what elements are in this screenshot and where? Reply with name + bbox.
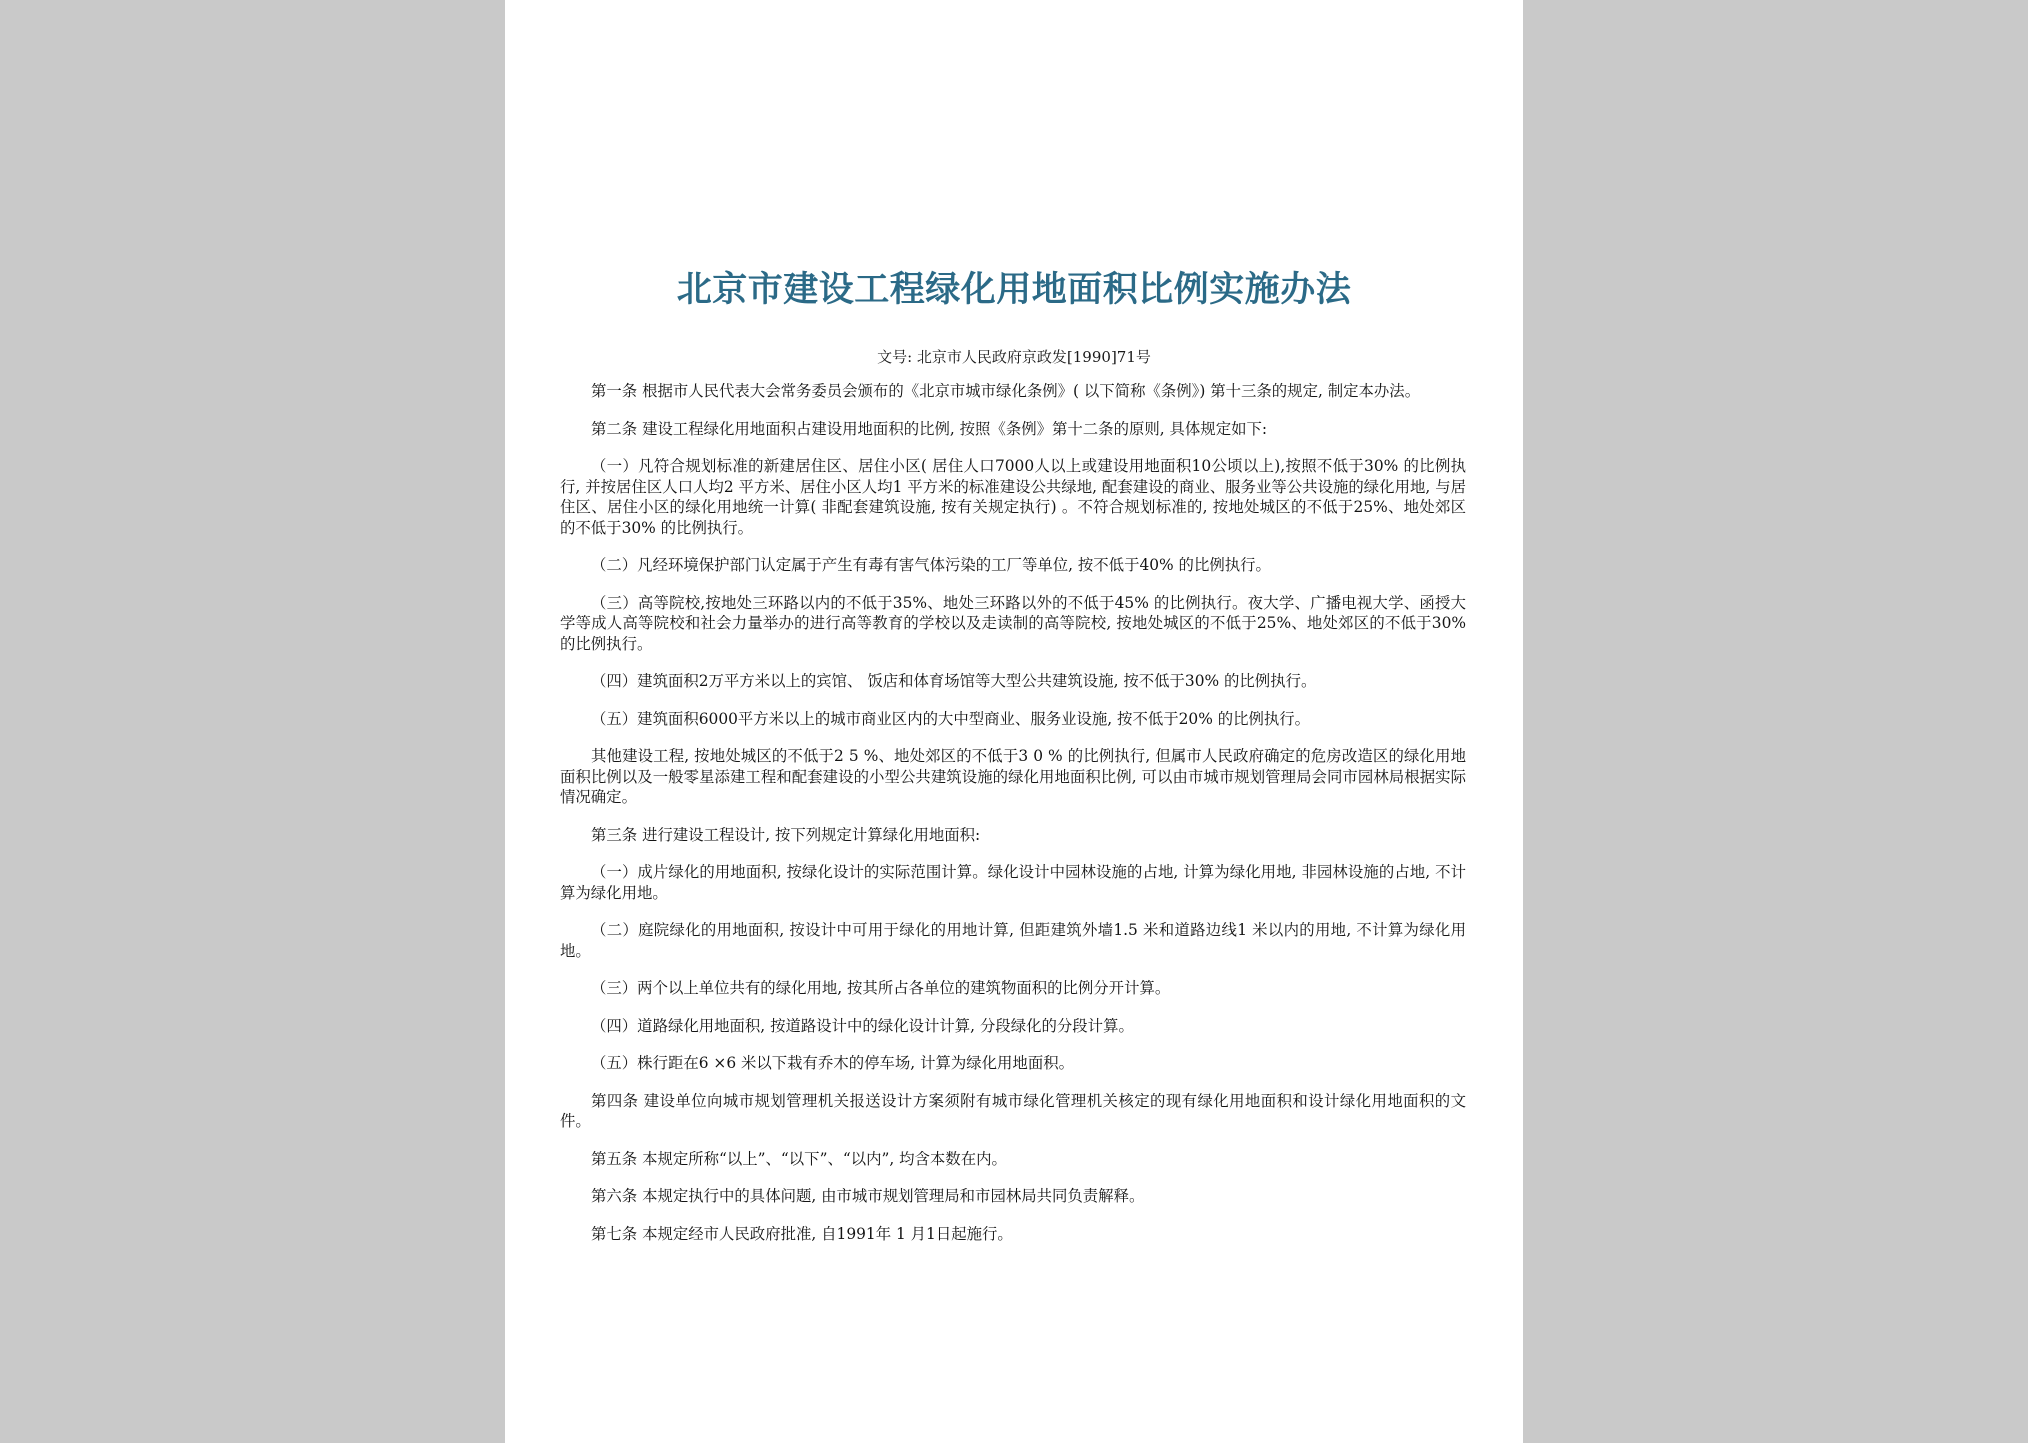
paragraph-article-2-item-4: （四）建筑面积2万平方米以上的宾馆、 饭店和体育场馆等大型公共建筑设施, 按不低于30% 的比例执行。 (591, 672, 1317, 690)
document-number: 文号: 北京市人民政府京政发[1990]71号 (877, 348, 1151, 366)
paragraph-article-2-item-5: （五）建筑面积6000平方米以上的城市商业区内的大中型商业、服务业设施, 按不低于20% 的比例执行。 (591, 709, 1311, 728)
paragraph-article-4: 第四条 建设单位向城市规划管理机关报送设计方案须附有城市绿化管理机关核定的现有绿化用地面积和设计绿化用地面积的文件。 (560, 1091, 1466, 1130)
paragraph-article-3-item-2: （二）庭院绿化的用地面积, 按设计中可用于绿化的用地计算, 但距建筑外墙1.5 米和道路边线1 米以内的用地, 不计算为绿化用地。 (560, 921, 1466, 960)
document-title: 北京市建设工程绿化用地面积比例实施办法 (676, 269, 1352, 310)
paragraph-article-2-item-3: （三）高等院校,按地处三环路以内的不低于35%、地处三环路以外的不低于45% 的比例执行。夜大学、广播电视大学、函授大学等成人高等院校和社会力量举办的进行高等教育的学校以及走读制的高等院校, 按地处城区的不低于25%、地处郊区的不低于30% 的比例执行。 (560, 593, 1466, 653)
paragraph-article-7: 第七条 本规定经市人民政府批准, 自1991年 1 月1日起施行。 (591, 1224, 1013, 1243)
paragraph-article-2: 第二条 建设工程绿化用地面积占建设用地面积的比例, 按照《条例》第十二条的原则, 具体规定如下: (591, 419, 1268, 438)
paragraph-article-6: 第六条 本规定执行中的具体问题, 由市城市规划管理局和市园林局共同负责解释。 (591, 1187, 1145, 1205)
paragraph-article-5: 第五条 本规定所称“以上”、“以下”、“以内”, 均含本数在内。 (591, 1149, 1007, 1168)
paragraph-article-2-item-2: （二）凡经环境保护部门认定属于产生有毒有害气体污染的工厂等单位, 按不低于40% 的比例执行。 (591, 556, 1271, 574)
paragraph-article-3-item-4: （四）道路绿化用地面积, 按道路设计中的绿化设计计算, 分段绿化的分段计算。 (591, 1016, 1134, 1035)
paragraph-article-3: 第三条 进行建设工程设计, 按下列规定计算绿化用地面积: (591, 825, 981, 844)
paragraph-article-3-item-1: （一）成片绿化的用地面积, 按绿化设计的实际范围计算。绿化设计中园林设施的占地, 计算为绿化用地, 非园林设施的占地, 不计算为绿化用地。 (560, 863, 1466, 902)
paragraph-article-1: 第一条 根据市人民代表大会常务委员会颁布的《北京市城市绿化条例》( 以下简称《条例》) 第十三条的规定, 制定本办法。 (591, 382, 1421, 400)
paragraph-article-3-item-3: （三）两个以上单位共有的绿化用地, 按其所占各单位的建筑物面积的比例分开计算。 (591, 979, 1171, 997)
paragraph-article-3-item-5: （五）株行距在6 ×6 米以下栽有乔木的停车场, 计算为绿化用地面积。 (591, 1054, 1074, 1072)
paragraph-article-2-item-1: （一）凡符合规划标准的新建居住区、居住小区( 居住人口7000人以上或建设用地面积10公顷以上),按照不低于30% 的比例执行, 并按居住区人口人均2 平方米、居住小区人均1 平方米的标准建设公共绿地, 配套建设的商业、服务业等公共设施的绿化用地, 与居住区、居住小区的绿化用地统一计算( 非配套建筑设施, 按有关规定执行) 。不符合规划标准的, 按地处城区的不低于25%、地处郊区的不低于30% 的比例执行。 (560, 457, 1466, 537)
paragraph-article-2-other: 其他建设工程, 按地处城区的不低于2 5 %、地处郊区的不低于3 0 % 的比例执行, 但属市人民政府确定的危房改造区的绿化用地面积比例以及一般零星添建工程和配套建设的小型公共建筑设施的绿化用地面积比例, 可以由市城市规划管理局会同市园林局根据实际情况确定。 (560, 747, 1466, 806)
document-page (505, 0, 1523, 1443)
document-body (560, 381, 1466, 1261)
